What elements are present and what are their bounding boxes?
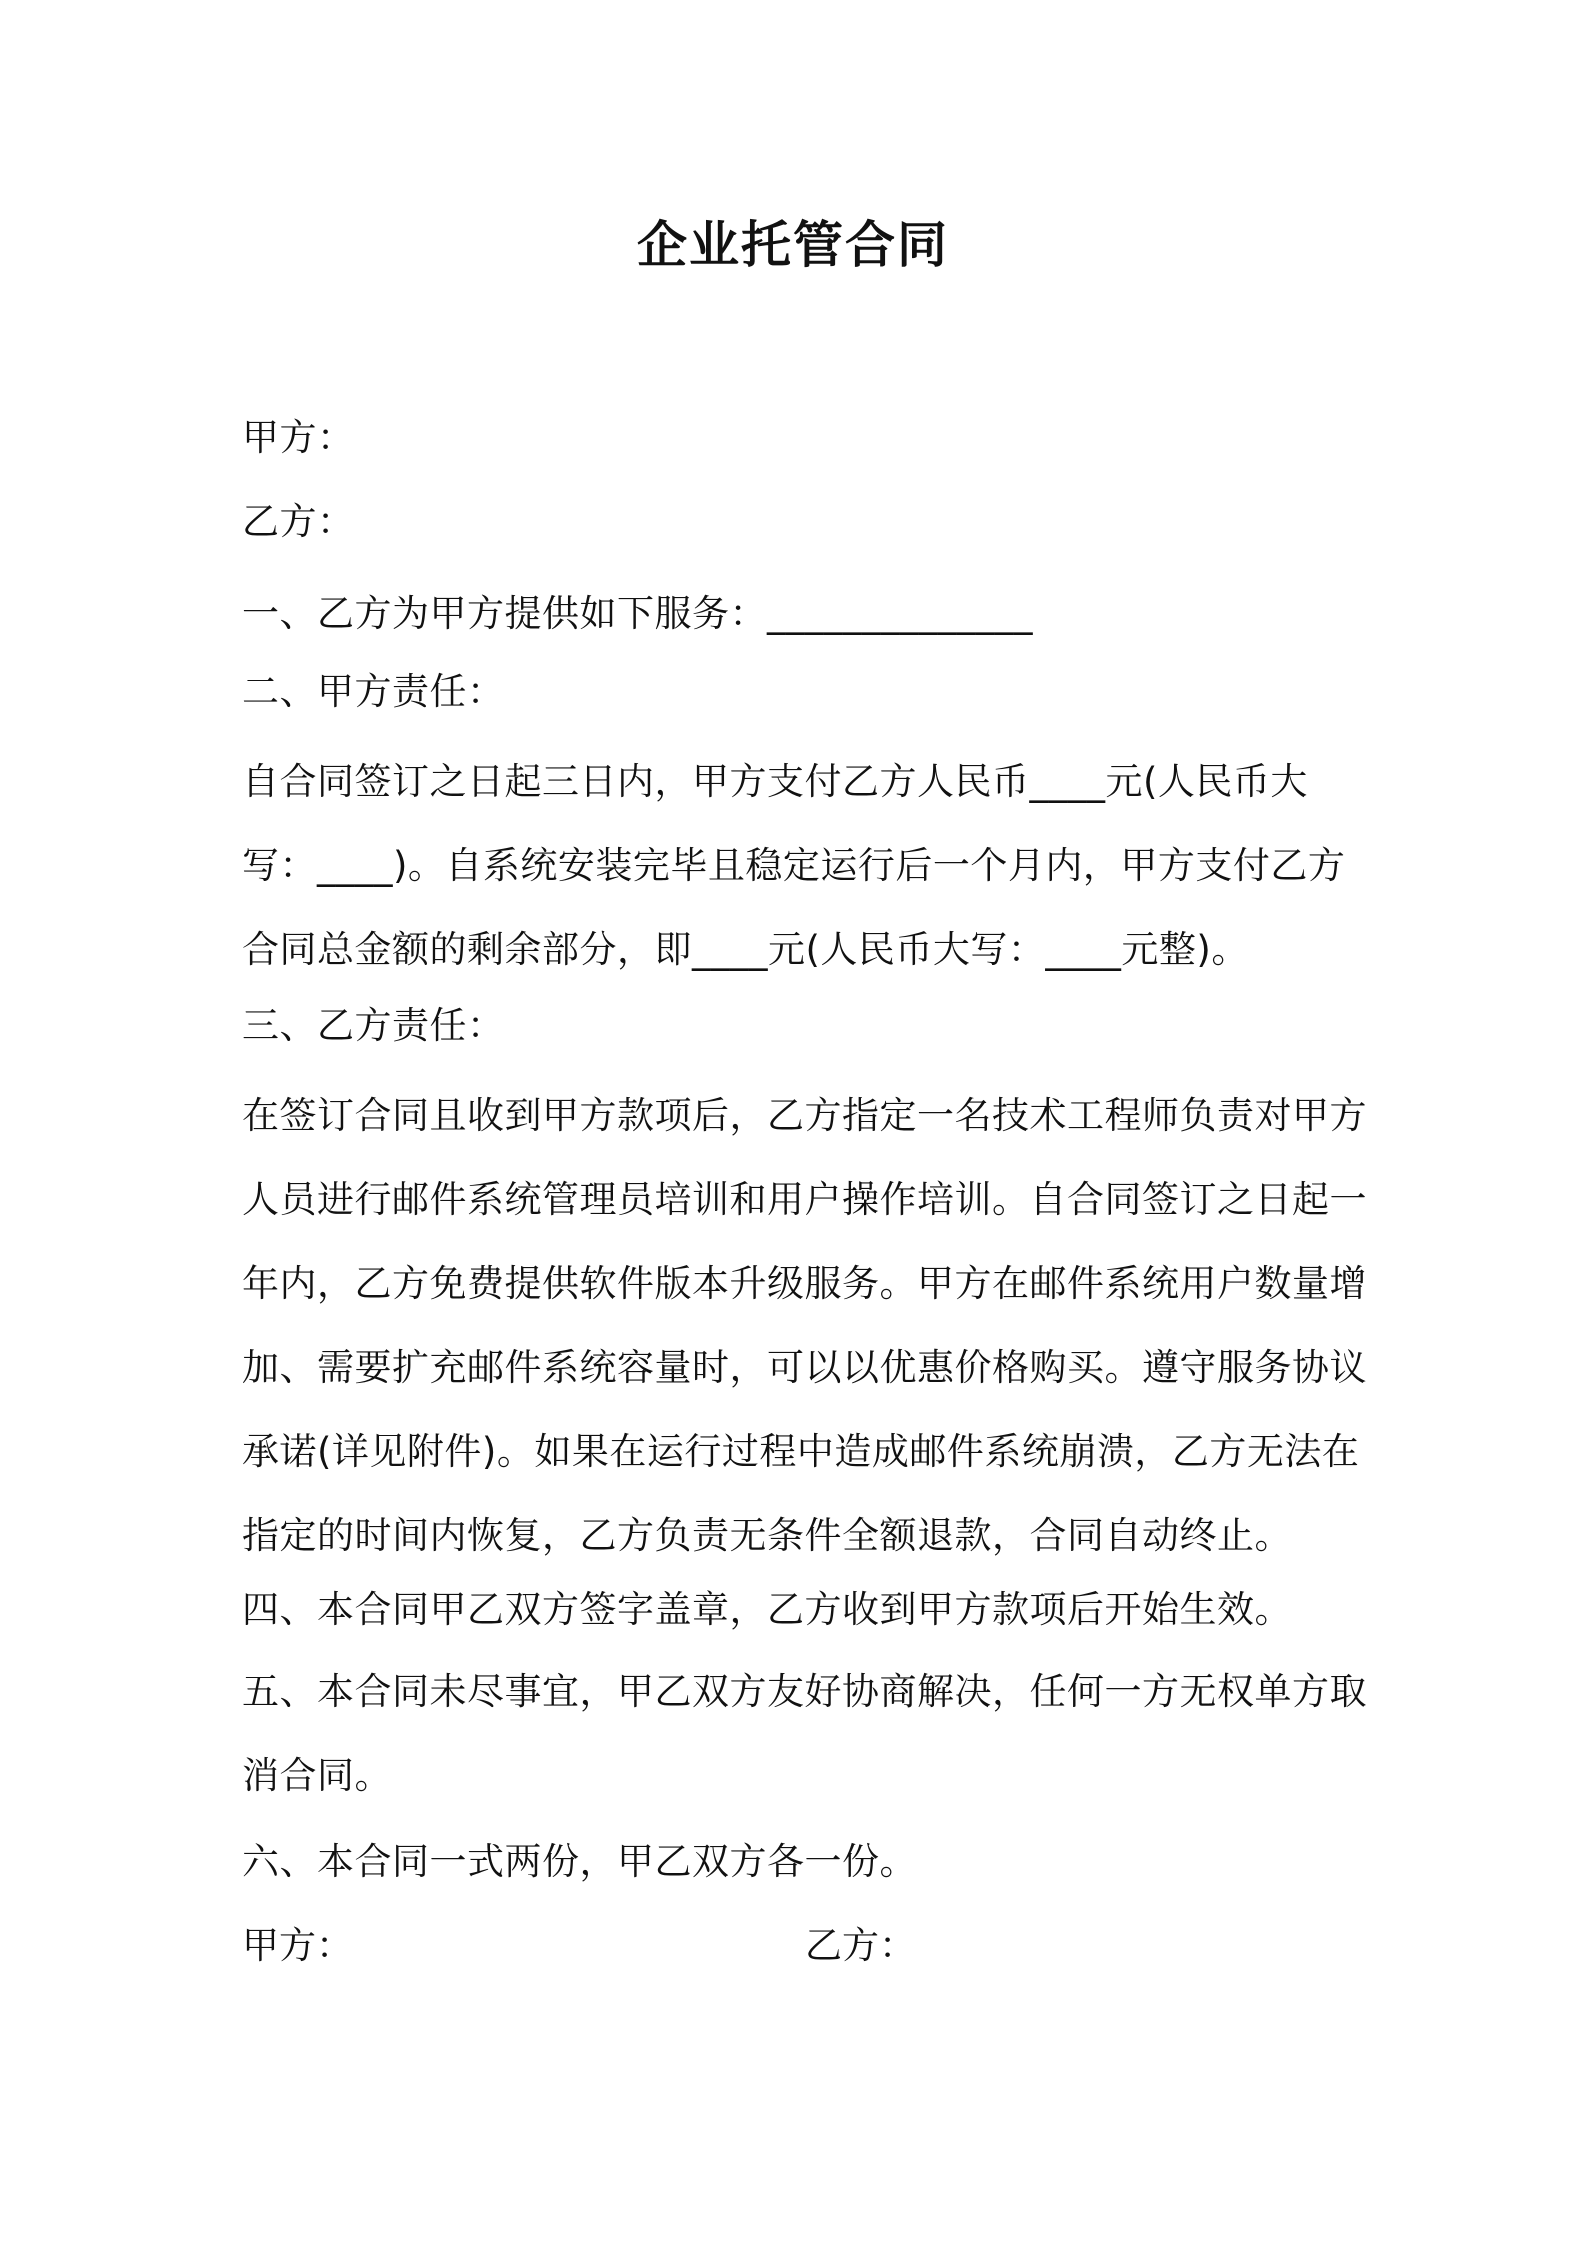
clause-3-line: 承诺(详见附件)。如果在运行过程中造成邮件系统崩溃，乙方无法在	[242, 1430, 1360, 1473]
clause-2-line: 合同总金额的剩余部分，即____元(人民币大写：____元整)。	[242, 928, 1249, 971]
clause-2-line: 写：____)。自系统安装完毕且稳定运行后一个月内，甲方支付乙方	[242, 844, 1346, 887]
clause-3-heading: 三、乙方责任：	[242, 1004, 505, 1047]
party-b-label: 乙方：	[242, 500, 355, 543]
clause-4: 四、本合同甲乙双方签字盖章，乙方收到甲方款项后开始生效。	[242, 1588, 1292, 1631]
clause-3-line: 加、需要扩充邮件系统容量时，可以以优惠价格购买。遵守服务协议	[242, 1346, 1367, 1389]
clause-5-body	[242, 1650, 1367, 1818]
clause-3-line: 年内，乙方免费提供软件版本升级服务。甲方在邮件系统用户数量增	[242, 1262, 1367, 1305]
clause-5-line: 消合同。	[242, 1754, 392, 1797]
clause-3-line: 人员进行邮件系统管理员培训和用户操作培训。自合同签订之日起一	[242, 1178, 1367, 1221]
clause-2-line: 自合同签订之日起三日内，甲方支付乙方人民币____元(人民币大	[242, 760, 1308, 803]
document-title: 企业托管合同	[637, 216, 949, 274]
clause-2-heading: 二、甲方责任：	[242, 670, 505, 713]
clause-6: 六、本合同一式两份，甲乙双方各一份。	[242, 1840, 917, 1883]
clause-5-line: 五、本合同未尽事宜，甲乙双方友好协商解决，任何一方无权单方取	[242, 1670, 1367, 1713]
clause-3-line: 在签订合同且收到甲方款项后，乙方指定一名技术工程师负责对甲方	[242, 1094, 1367, 1137]
clause-2-body	[242, 740, 1352, 992]
signature-party-a: 甲方：	[242, 1924, 353, 1967]
signature-party-b: 乙方：	[805, 1924, 916, 1967]
clause-1: 一、乙方为甲方提供如下服务：______________	[242, 592, 1033, 635]
party-a-label: 甲方：	[242, 416, 355, 459]
clause-3-body	[242, 1074, 1367, 1578]
clause-3-line: 指定的时间内恢复，乙方负责无条件全额退款，合同自动终止。	[242, 1514, 1292, 1557]
